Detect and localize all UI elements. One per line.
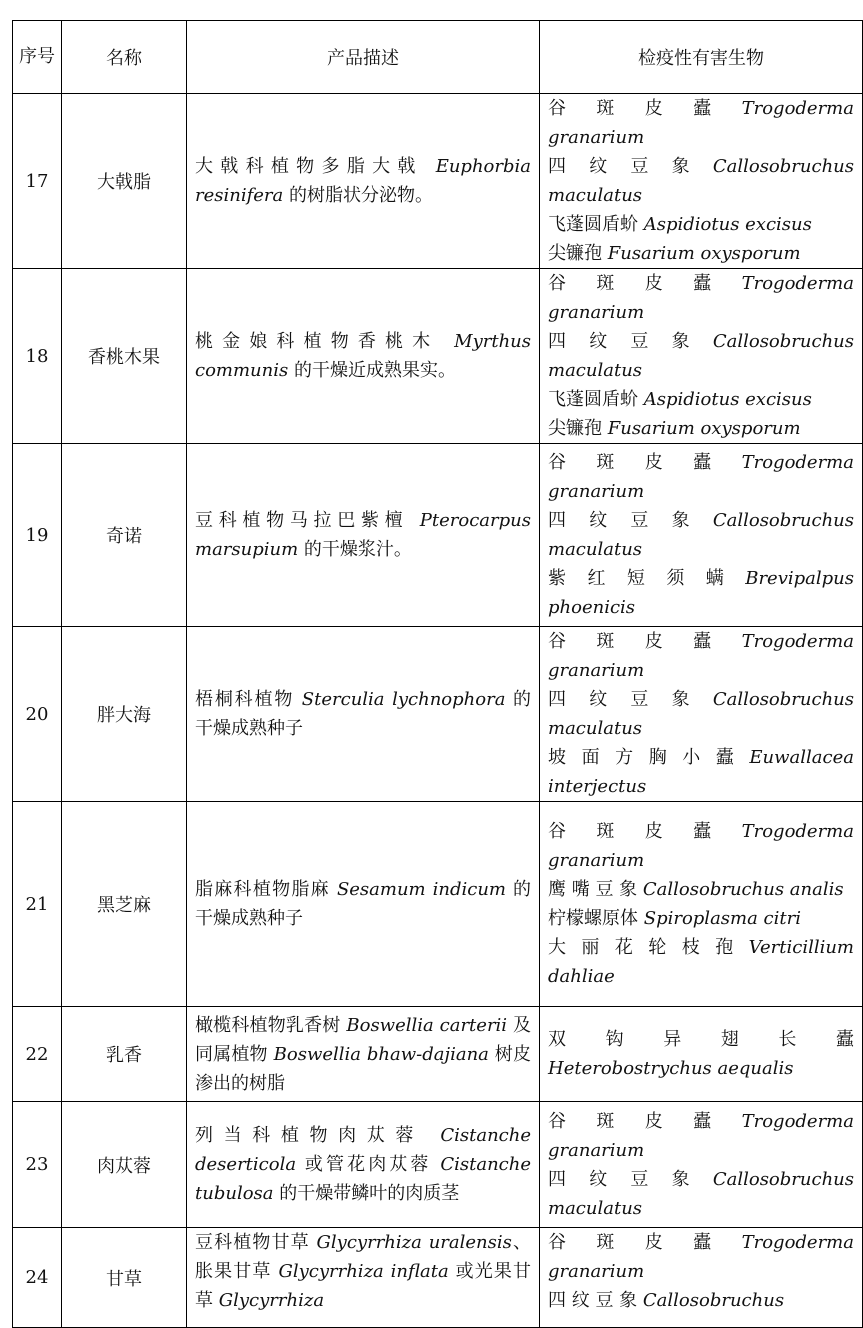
pest-entry: 四 纹 豆 象 Callosobruchus maculatus: [548, 331, 854, 381]
pest-entry: 飞蓬圆盾蚧 Aspidiotus excisus: [548, 389, 812, 410]
desc-cn: 脂麻科植物脂麻: [195, 879, 330, 900]
desc-cn: 、胀果甘草: [195, 1232, 532, 1282]
desc-cn: 豆科植物甘草: [195, 1232, 310, 1253]
row-desc: [187, 1102, 540, 1228]
row-name: 乳香: [62, 1007, 187, 1102]
desc-latin: Myrthus communis: [195, 331, 532, 381]
desc-cn: 的干燥成熟种子: [195, 879, 531, 929]
pest-entry: 尖镰孢 Fusarium oxysporum: [548, 243, 801, 264]
row-pests: [540, 269, 863, 444]
row-pests: [540, 1228, 863, 1328]
row-desc: [187, 444, 540, 627]
desc-cn: 橄榄科植物乳香树: [195, 1014, 341, 1036]
header-num: 序号: [13, 21, 62, 94]
desc-cn: 大戟科植物多脂大戟: [195, 156, 423, 177]
row-pests: [540, 1007, 863, 1102]
desc-cn: 的干燥成熟种子: [195, 689, 531, 739]
desc-latin: Cistanche deserticola: [195, 1125, 532, 1175]
row-name: 奇诺: [62, 444, 187, 627]
header-pests: 检疫性有害生物: [540, 21, 863, 94]
desc-latin: Pterocarpus marsupium: [195, 510, 531, 560]
row-name: 黑芝麻: [62, 802, 187, 1007]
desc-cn: 列当科植物肉苁蓉: [195, 1125, 424, 1146]
pest-entry: 四 纹 豆 象 Callosobruchus maculatus: [548, 510, 854, 560]
pest-entry: 谷 斑 皮 蠹 Trogoderma granarium: [548, 1232, 854, 1282]
pest-entry: 谷 斑 皮 蠹 Trogoderma granarium: [548, 452, 854, 502]
header-desc: 产品描述: [187, 21, 540, 94]
row-name: 胖大海: [62, 627, 187, 802]
row-num: 22: [13, 1007, 62, 1102]
desc-cn: 豆科植物马拉巴紫檀: [195, 510, 409, 531]
desc-latin: Euphorbia resinifera: [195, 156, 532, 206]
table-row: [13, 627, 863, 802]
desc-cn: 的树脂状分泌物。: [289, 185, 433, 206]
quarantine-table: [12, 20, 863, 1328]
row-pests: [540, 1102, 863, 1228]
pest-entry: 坡 面 方 胸 小 蠹 Euwallacea interjectus: [548, 747, 854, 797]
pest-entry: 紫 红 短 须 螨 Brevipalpus phoenicis: [548, 568, 854, 618]
row-desc: [187, 802, 540, 1007]
row-num: 20: [13, 627, 62, 802]
table-row: [13, 1102, 863, 1228]
desc-cn: 或管花肉苁蓉: [304, 1154, 432, 1175]
pest-entry: 飞蓬圆盾蚧 Aspidiotus excisus: [548, 214, 812, 235]
pest-entry: 谷 斑 皮 蠹 Trogoderma granarium: [548, 821, 854, 871]
row-name: 肉苁蓉: [62, 1102, 187, 1228]
row-num: 21: [13, 802, 62, 1007]
row-num: 18: [13, 269, 62, 444]
row-num: 24: [13, 1228, 62, 1328]
row-name: 甘草: [62, 1228, 187, 1328]
row-num: 23: [13, 1102, 62, 1228]
row-pests: [540, 802, 863, 1007]
pest-entry: 四 纹 豆 象 Callosobruchus maculatus: [548, 689, 854, 739]
table-row: [13, 269, 863, 444]
header-name: 名称: [62, 21, 187, 94]
pest-entry: 四 纹 豆 象 Callosobruchus: [548, 1290, 785, 1311]
row-desc: [187, 269, 540, 444]
pest-entry: 大 丽 花 轮 枝 孢 Verticillium dahliae: [548, 937, 855, 987]
table-header-row: [13, 21, 863, 94]
desc-cn: 或光果甘草: [195, 1261, 532, 1311]
row-desc: [187, 94, 540, 269]
row-desc: [187, 1228, 540, 1328]
row-num: 19: [13, 444, 62, 627]
quarantine-table-page: [12, 20, 855, 1328]
row-pests: [540, 627, 863, 802]
row-name: 大戟脂: [62, 94, 187, 269]
table-row: [13, 444, 863, 627]
desc-latin: Boswellia bhaw-dajiana: [273, 1043, 489, 1065]
desc-cn: 及同属植物: [195, 1014, 531, 1065]
row-pests: [540, 444, 863, 627]
table-row: [13, 1228, 863, 1328]
pest-entry: 谷 斑 皮 蠹 Trogoderma granarium: [548, 631, 854, 681]
desc-latin: Sesamum indicum: [336, 879, 506, 900]
row-pests: [540, 94, 863, 269]
table-row: [13, 94, 863, 269]
desc-cn: 梧桐科植物: [195, 689, 295, 710]
pest-entry: 四 纹 豆 象 Callosobruchus maculatus: [548, 156, 854, 206]
pest-entry: 尖镰孢 Fusarium oxysporum: [548, 418, 801, 439]
pest-entry: 双 钩 异 翅 长 蠹 Heterobostrychus aequalis: [548, 1029, 854, 1079]
row-desc: [187, 1007, 540, 1102]
desc-cn: 的干燥浆汁。: [303, 539, 412, 560]
desc-latin: Sterculia lychnophora: [301, 689, 506, 710]
pest-entry: 谷 斑 皮 蠹 Trogoderma granarium: [548, 273, 854, 323]
desc-latin: Glycyrrhiza: [218, 1290, 325, 1311]
table-row: [13, 1007, 863, 1102]
row-name: 香桃木果: [62, 269, 187, 444]
pest-entry: 四 纹 豆 象 Callosobruchus maculatus: [548, 1168, 854, 1219]
table-row: [13, 802, 863, 1007]
desc-cn: 的干燥近成熟果实。: [293, 360, 456, 381]
row-num: 17: [13, 94, 62, 269]
pest-entry: 鹰 嘴 豆 象 Callosobruchus analis: [548, 879, 844, 900]
pest-entry: 谷 斑 皮 蠹 Trogoderma granarium: [548, 98, 854, 148]
row-desc: [187, 627, 540, 802]
desc-latin: Glycyrrhiza uralensis: [316, 1232, 512, 1253]
desc-cn: 桃金娘科植物香桃木: [195, 331, 440, 352]
desc-cn: 的干燥带鳞叶的肉质茎: [279, 1183, 460, 1204]
desc-cn: 树皮渗出的树脂: [195, 1043, 531, 1094]
desc-latin: Cistanche tubulosa: [195, 1154, 531, 1204]
pest-entry: 谷 斑 皮 蠹 Trogoderma granarium: [548, 1110, 854, 1161]
desc-latin: Glycyrrhiza inflata: [278, 1261, 449, 1282]
desc-latin: Boswellia carterii: [346, 1014, 508, 1036]
pest-entry: 柠檬螺原体 Spiroplasma citri: [548, 908, 801, 929]
